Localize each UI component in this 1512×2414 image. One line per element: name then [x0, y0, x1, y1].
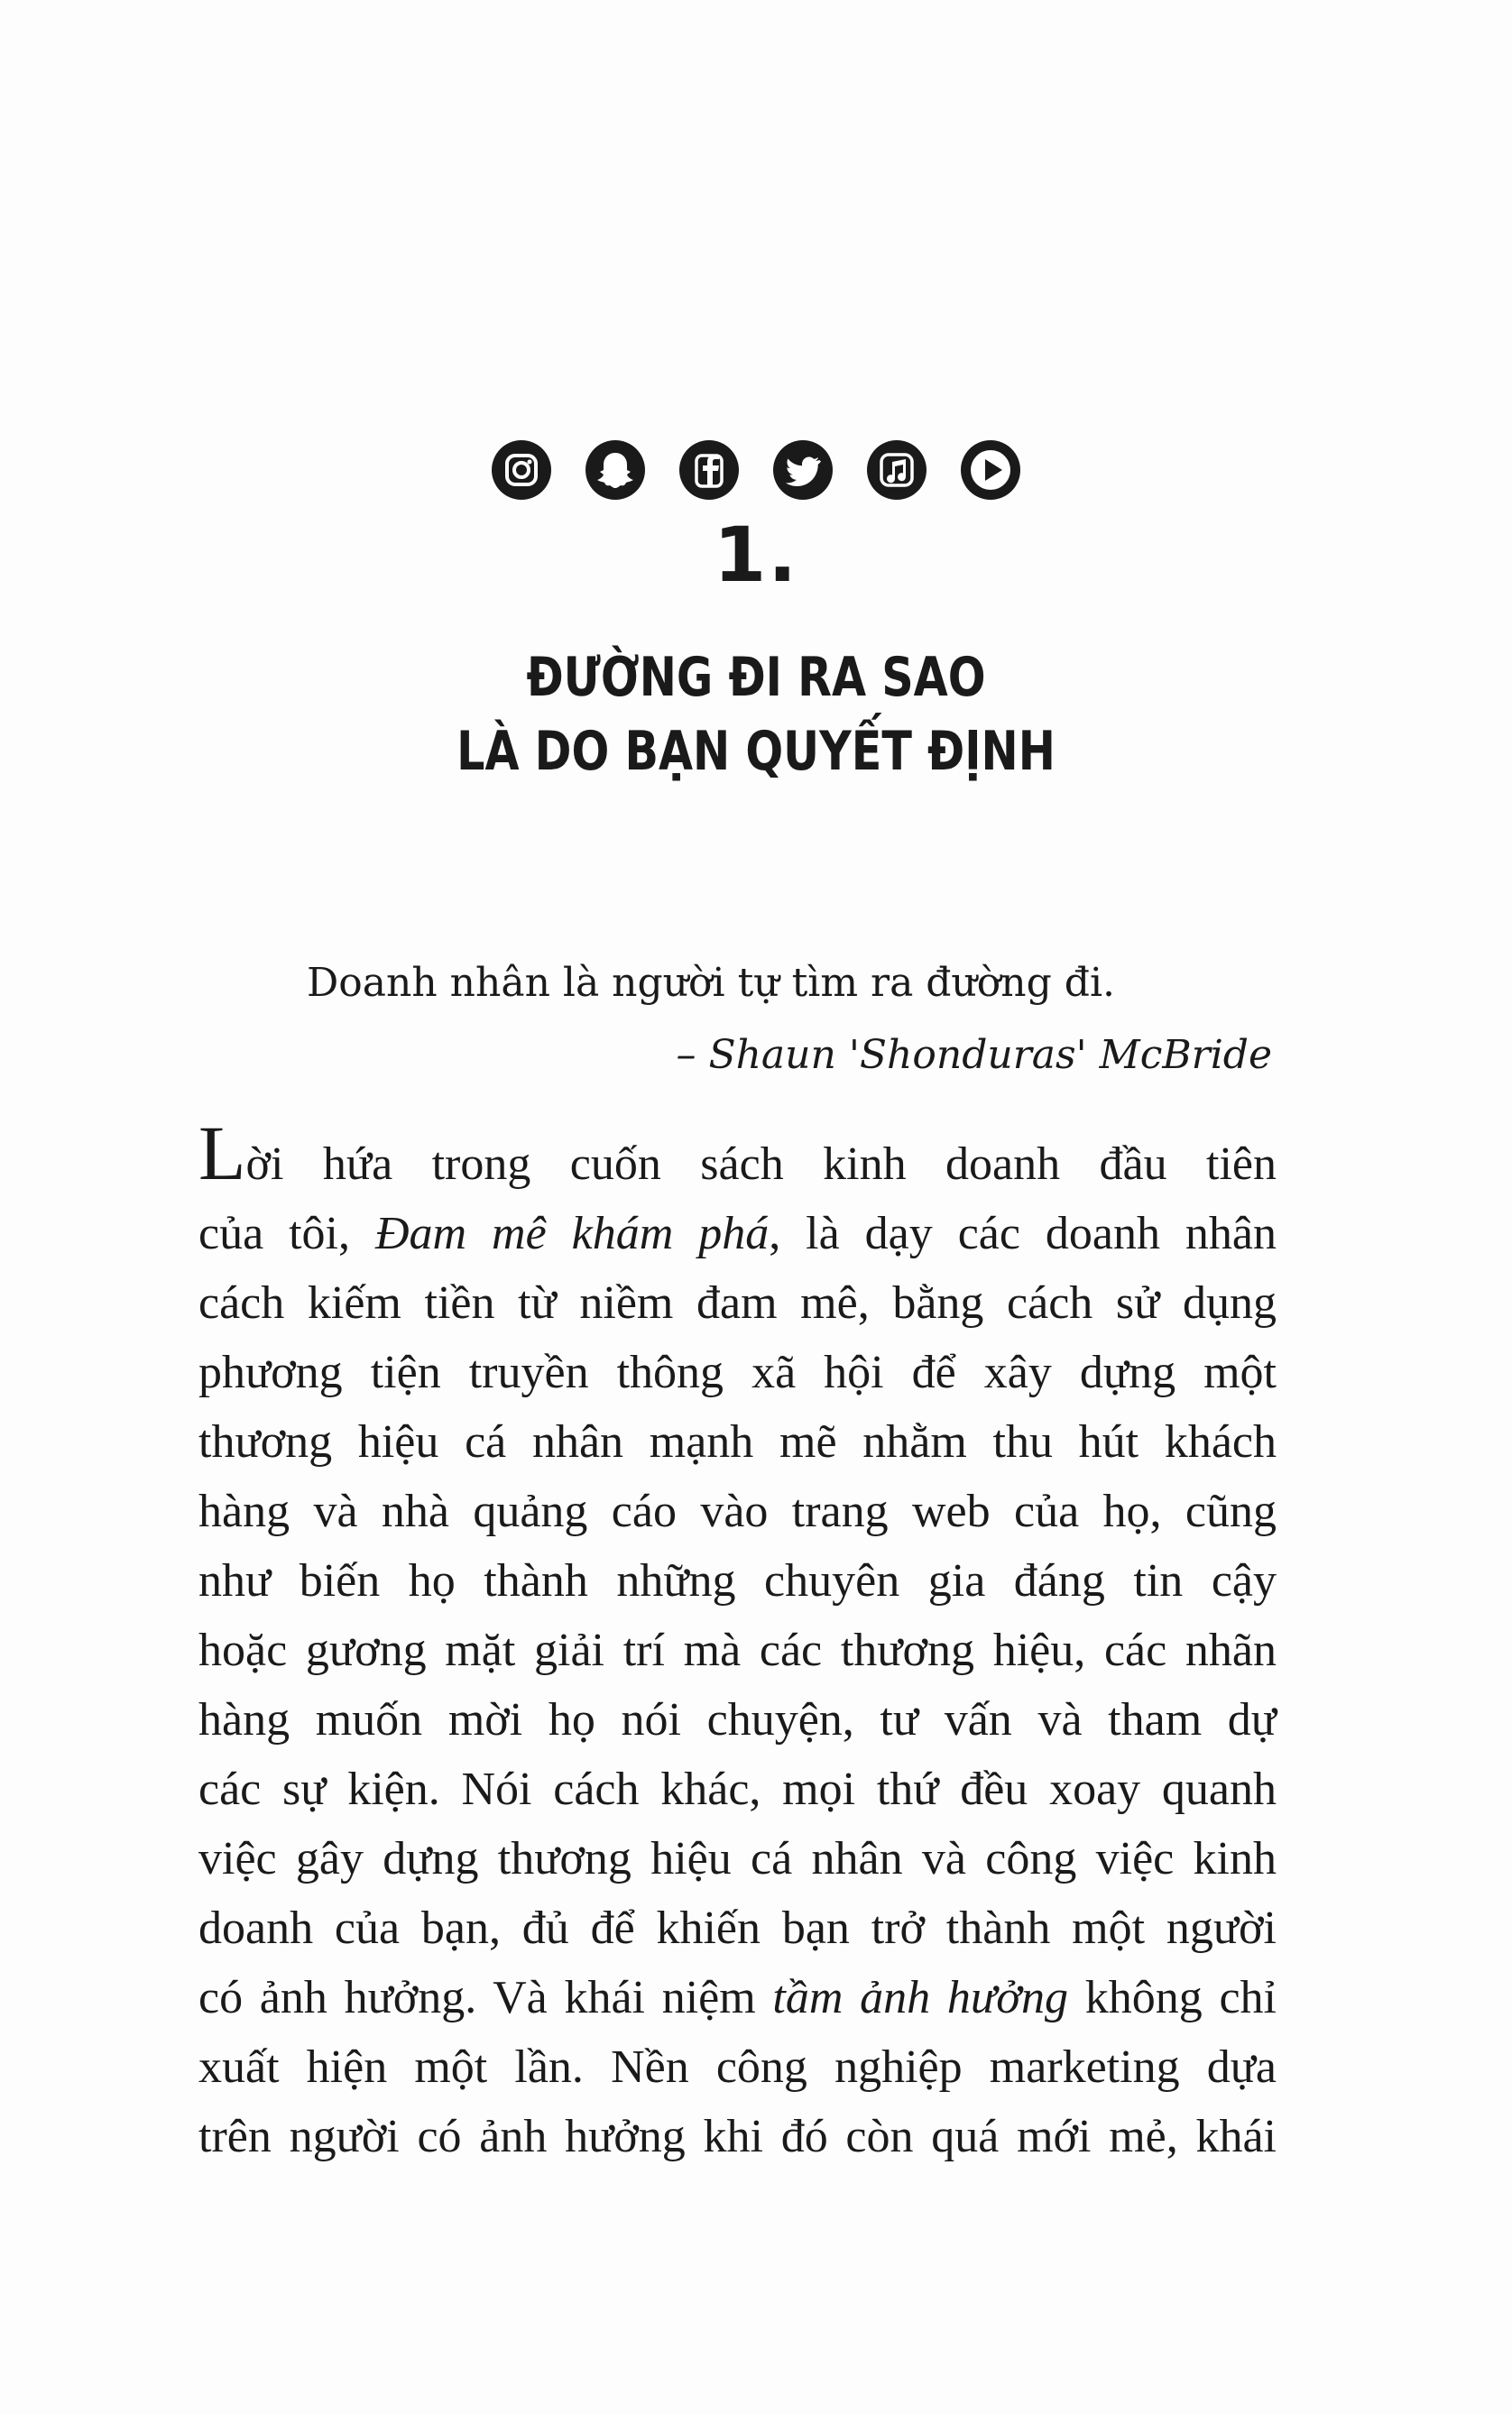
body-line: cách kiếm tiền từ niềm đam mê, bằng cách sử dụng — [198, 1277, 1277, 1329]
body-line: xuất hiện một lần. Nền công nghiệp marketing dựa — [198, 2041, 1277, 2093]
body-line: trên người có ảnh hưởng khi đó còn quá mới mẻ, khái — [198, 2111, 1277, 2162]
body-paragraph — [198, 1110, 1277, 2171]
body-line: hoặc gương mặt giải trí mà các thương hiệu, các nhãn — [198, 1625, 1277, 1676]
instagram-icon — [489, 438, 554, 502]
body-line-text: ời hứa trong cuốn sách kinh doanh đầu tiên — [245, 1138, 1277, 1190]
body-line: việc gây dựng thương hiệu cá nhân và công việc kinh — [198, 1833, 1277, 1884]
body-line: các sự kiện. Nói cách khác, mọi thứ đều xoay quanh — [198, 1764, 1277, 1815]
body-line: như biến họ thành những chuyên gia đáng tin cậy — [198, 1555, 1277, 1607]
epigraph — [307, 947, 1281, 1092]
youtube-play-icon — [958, 438, 1023, 502]
body-line: doanh của bạn, đủ để khiến bạn trở thành một người — [198, 1903, 1277, 1954]
chapter-number: 1. — [713, 511, 799, 599]
body-line: thương hiệu cá nhân mạnh mẽ nhằm thu hút khách — [198, 1416, 1277, 1468]
facebook-icon — [677, 438, 742, 502]
chapter-title-line-2: LÀ DO BẠN QUYẾT ĐỊNH — [456, 720, 1056, 783]
epigraph-quote: Doanh nhân là người tự tìm ra đường đi. — [307, 960, 1116, 1006]
chapter-title-line-1: ĐƯỜNG ĐI RA SAO — [526, 646, 986, 709]
body-line-text: , là dạy các doanh nhân — [769, 1208, 1277, 1259]
chapter-title — [136, 640, 1376, 788]
drop-cap: L — [198, 1110, 246, 1196]
body-line: hàng và nhà quảng cáo vào trang web của họ, cũng — [198, 1486, 1277, 1537]
term-italic: tầm ảnh hưởng — [772, 1972, 1068, 2023]
book-title-italic: Đam mê khám phá — [374, 1208, 770, 1259]
social-icons-row — [0, 438, 1512, 502]
body-line — [198, 1963, 1277, 2032]
body-line: phương tiện truyền thông xã hội để xây dựng một — [198, 1347, 1277, 1398]
body-line — [198, 1199, 1277, 1268]
body-line-text: không chỉ — [1068, 1972, 1277, 2023]
snapchat-icon — [583, 438, 648, 502]
body-line: hàng muốn mời họ nói chuyện, tư vấn và tham dự — [198, 1694, 1277, 1746]
body-line-text: có ảnh hưởng. Và khái niệm — [198, 1972, 773, 2023]
body-line — [198, 1110, 1277, 1199]
music-icon — [864, 438, 929, 502]
epigraph-attribution: – Shaun 'Shonduras' McBride — [676, 1032, 1272, 1078]
body-line-text: của tôi, — [198, 1208, 375, 1259]
twitter-icon — [770, 438, 835, 502]
